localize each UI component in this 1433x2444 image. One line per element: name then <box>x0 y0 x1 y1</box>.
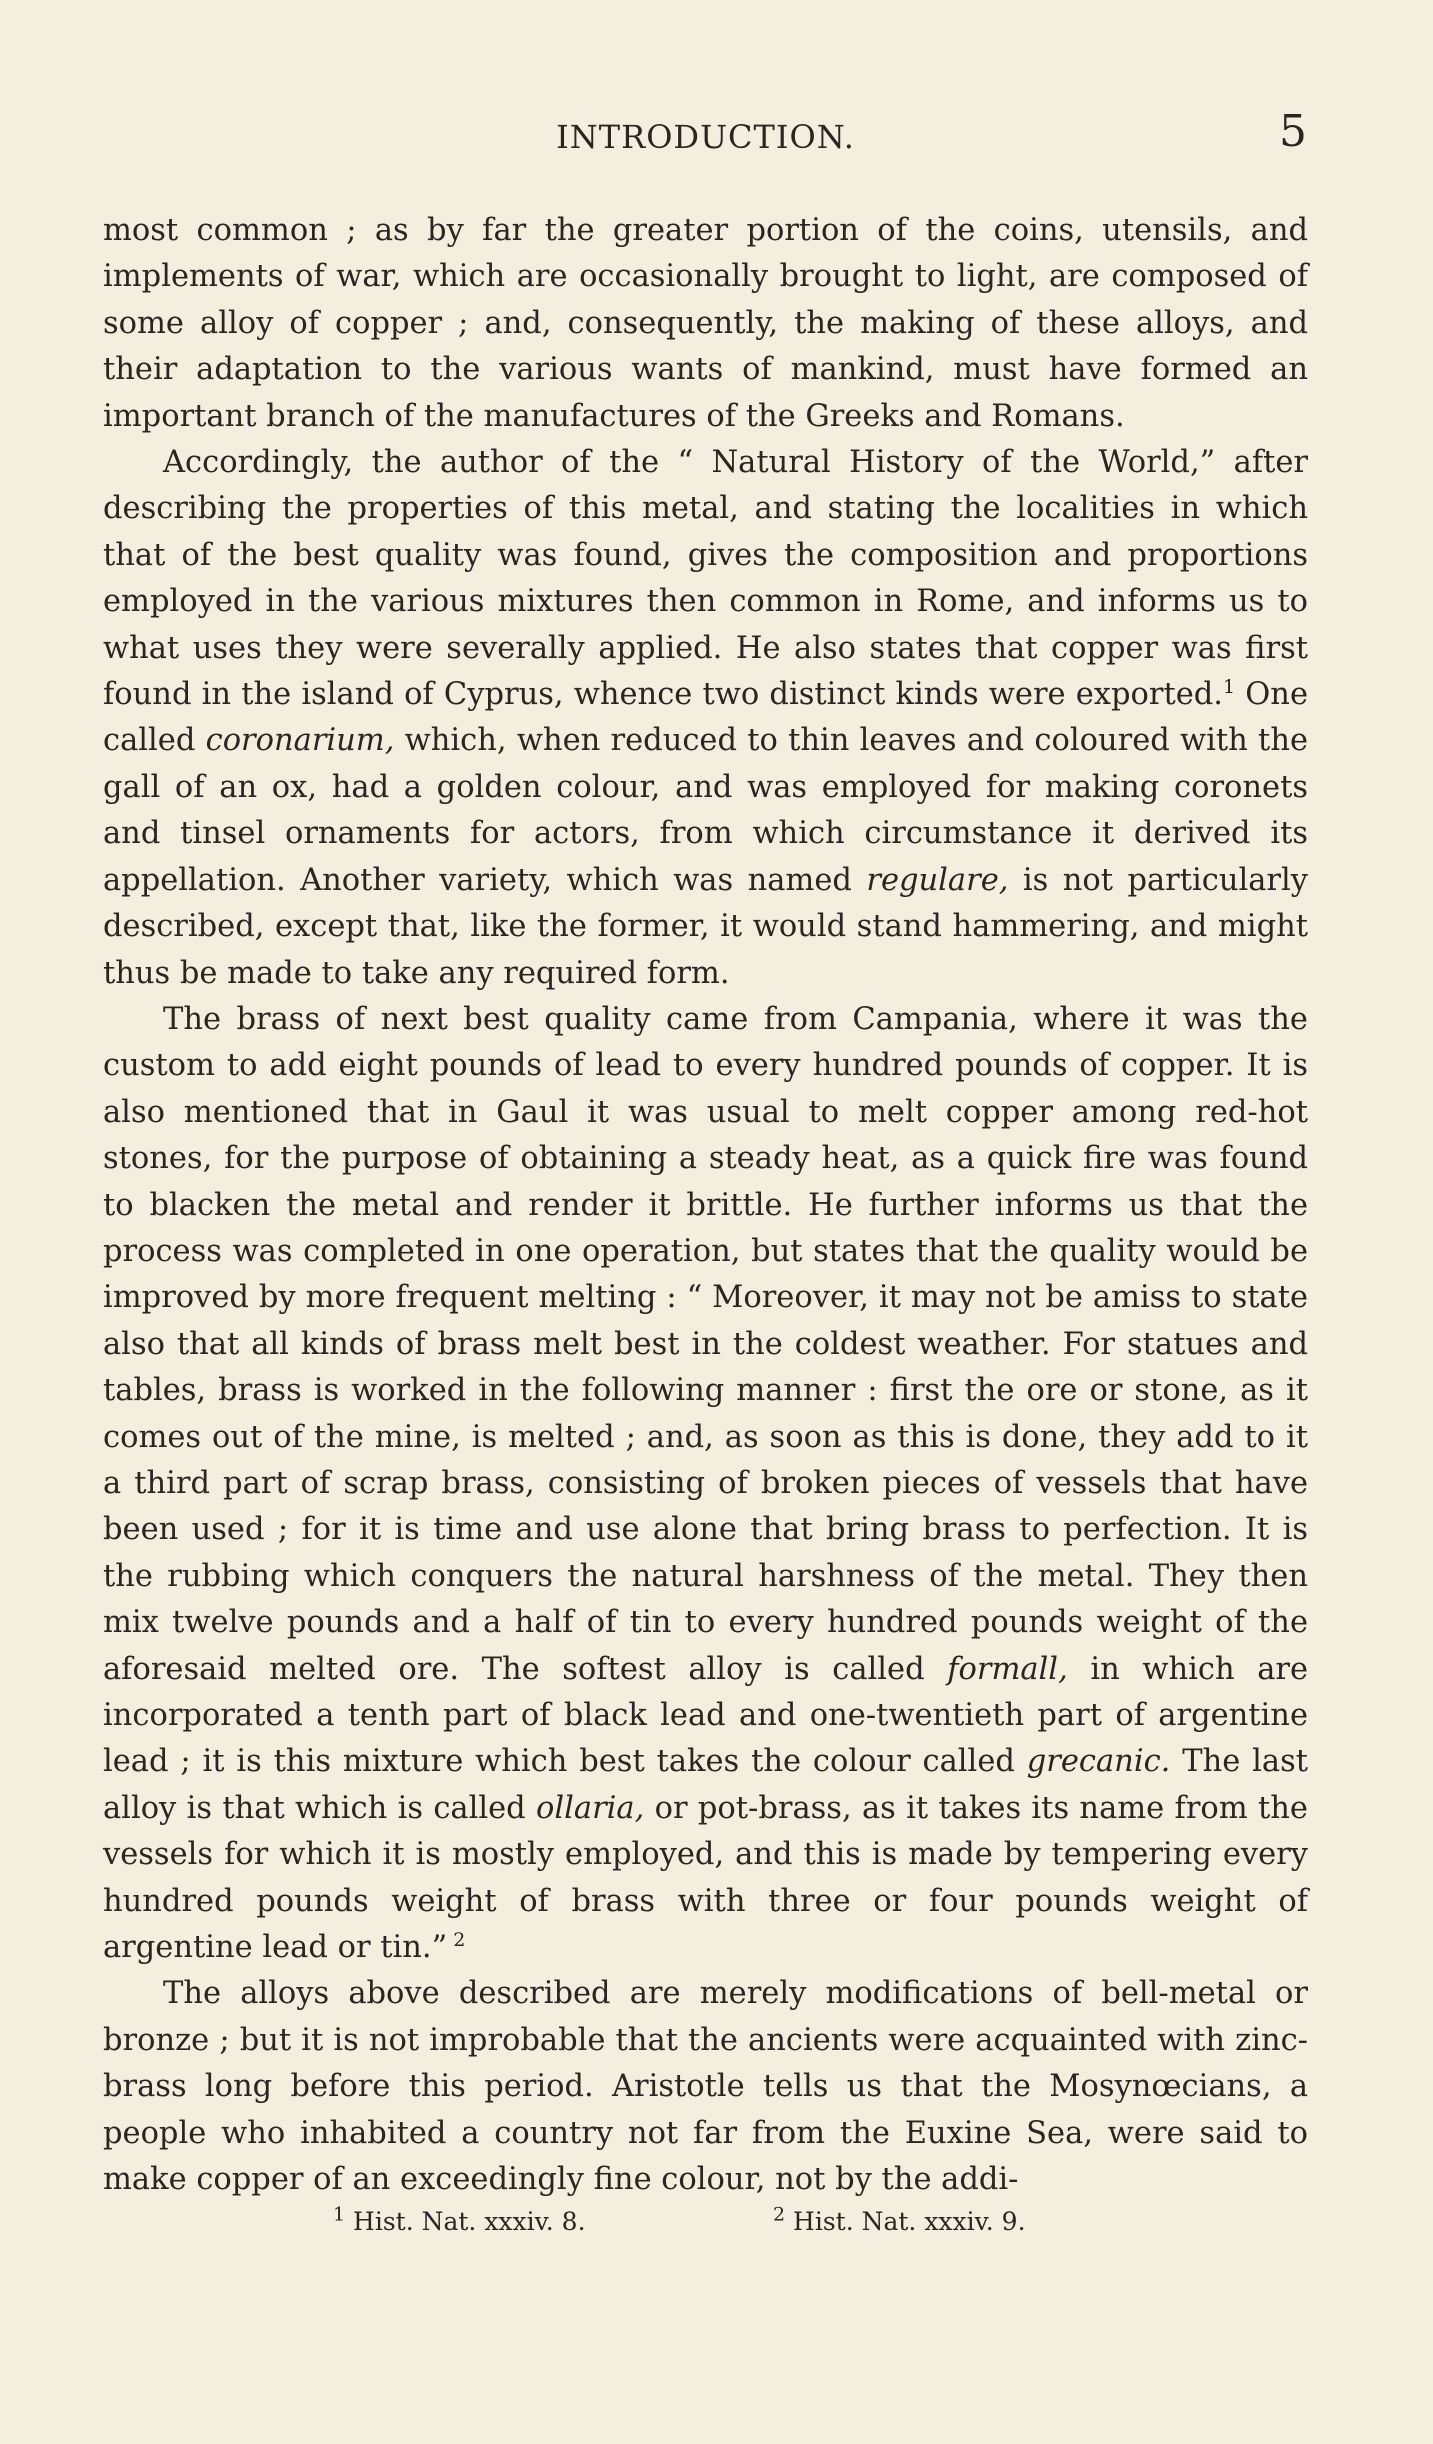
italic-term: formall, <box>947 1651 1068 1687</box>
footnote-text: Hist. Nat. xxxiv. 8. <box>345 2207 586 2237</box>
text-run: or pot-brass, as it takes its name from the vessels for which it is mostly employed, and this is made by tempering every hundred pounds weight of brass with three or four pounds weight of argentine lead or tin.” <box>103 1790 1308 1966</box>
footnote-marker: 1 <box>333 2204 346 2227</box>
paragraph <box>103 208 1308 440</box>
body-text <box>103 208 1308 2203</box>
footnote-marker: 2 <box>773 2204 786 2227</box>
text-run: The last alloy is that which is called <box>103 1744 1308 1826</box>
running-head <box>103 106 1308 168</box>
italic-term: grecanic. <box>1026 1744 1171 1780</box>
text-run: Accordingly, the author of the “ Natural History of the World,” after describing the properties of this metal, and stating the localities in which that of the best quality was found, gives the composition and proportions employed in the various mixtures then common in Rome, and informs us to what uses they were severally applied. He also states that copper was first found in the island of Cyprus, whence two distinct kinds were exported. <box>103 445 1308 713</box>
footnote-text: Hist. Nat. xxxiv. 9. <box>785 2207 1026 2237</box>
page-number: 5 <box>1279 106 1308 157</box>
text-run: One called <box>103 677 1308 759</box>
footnotes <box>103 2204 1308 2237</box>
italic-term: regulare, <box>866 862 1009 898</box>
footnote <box>333 2204 773 2237</box>
running-title: INTRODUCTION. <box>556 118 855 156</box>
text-run: is not particularly described, except that, like the former, it would stand hammering, and might thus be made to take any required form. <box>103 862 1308 991</box>
footnote-reference: 1 <box>1223 675 1236 698</box>
text-run: which, when reduced to thin leaves and coloured with the gall of an ox, had a golden colour, and was employed for making coronets and tinsel ornaments for actors, from which circumstance it derived its appellation. Another variety, which was named <box>103 723 1309 898</box>
footnote-reference: 2 <box>447 1928 466 1951</box>
paragraph <box>103 1971 1308 2203</box>
paragraph <box>103 997 1308 1972</box>
footnote <box>773 2204 1213 2237</box>
italic-term: ollaria, <box>536 1790 645 1826</box>
text-run: The brass of next best quality came from Campania, where it was the custom to add eight pounds of lead to every hundred pounds of copper. It is also mentioned that in Gaul it was usual to melt copper among red-hot stones, for the purpose of obtaining a steady heat, as a quick fire was found to blacken the metal and render it brittle. He further informs us that the process was completed in one operation, but states that the quality would be improved by more frequent melting : “ Moreover, it may not be amiss to state also that all kinds of brass melt best in the coldest weather. For statues and tables, brass is worked in the following manner : first the ore or stone, as it comes out of the mine, is melted ; and, as soon as this is done, they add to it a third part of scrap brass, consisting of broken pieces of vessels that have been used ; for it is time and use alone that bring brass to perfection. It is the rubbing which conquers the natural harshness of the metal. They then mix twelve pounds and a half of tin to every hundred pounds weight of the aforesaid melted ore. The softest alloy is called <box>103 1001 1308 1687</box>
paragraph <box>103 440 1308 997</box>
text-run: The alloys above described are merely modifications of bell-metal or bronze ; but it is not improbable that the ancients were acquainted with zinc-brass long before this period. Aristotle tells us that the Mosynœcians, a people who inhabited a country not far from the Euxine Sea, were said to make copper of an exceedingly fine colour, not by the addi- <box>103 1976 1308 2198</box>
italic-term: coronarium, <box>205 723 395 759</box>
text-run: most common ; as by far the greater portion of the coins, utensils, and implements of war, which are occasionally brought to light, are composed of some alloy of copper ; and, consequently, the making of these alloys, and their adaptation to the various wants of mankind, must have formed an important branch of the manufactures of the Greeks and Romans. <box>103 213 1308 434</box>
text-run: in which are incorporated a tenth part of black lead and one-twentieth part of argentine lead ; it is this mixture which best takes the colour called <box>103 1651 1309 1780</box>
